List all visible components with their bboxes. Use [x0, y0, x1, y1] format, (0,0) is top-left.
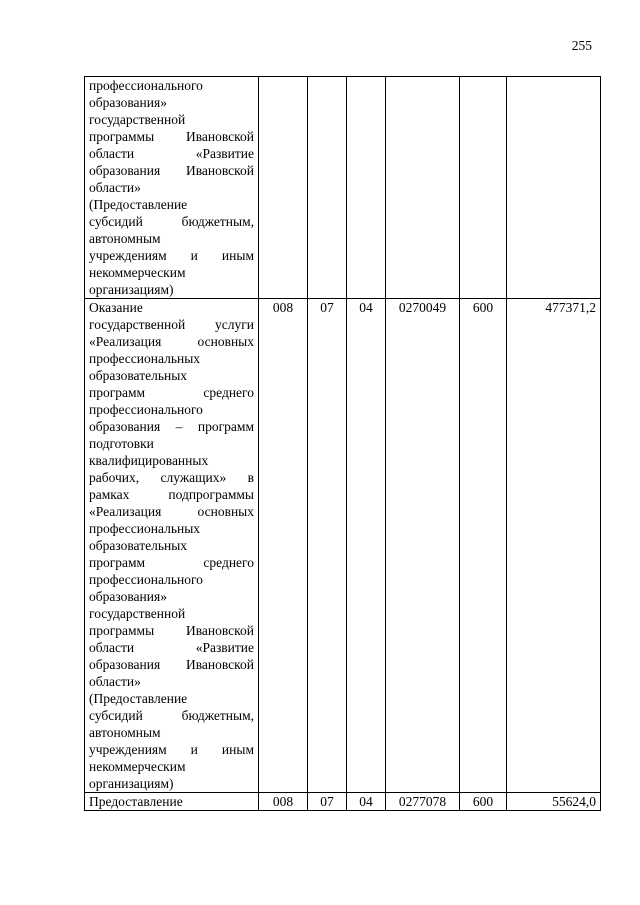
- amount-cell: 477371,2: [507, 299, 601, 793]
- item-name-line: области»: [89, 180, 141, 195]
- item-name-line: некоммерческим: [89, 265, 186, 280]
- item-name-line: профессионального: [89, 402, 203, 417]
- section-code-cell: 07: [308, 793, 347, 811]
- item-name-line: государственной: [89, 606, 186, 621]
- item-name-line: профессионального: [89, 572, 203, 587]
- item-name-cell: [85, 77, 259, 299]
- item-name-line: программы Ивановской: [89, 623, 254, 638]
- item-name-line: рабочих, служащих» в: [89, 470, 254, 485]
- item-name-line: государственной: [89, 112, 186, 127]
- admin-code-cell: 008: [259, 793, 308, 811]
- item-name-line: программы Ивановской: [89, 129, 254, 144]
- item-name-line: области «Развитие: [89, 640, 254, 655]
- item-name-line: субсидий бюджетным,: [89, 214, 254, 229]
- admin-code-cell: [259, 77, 308, 299]
- item-name-line: образования Ивановской: [89, 163, 254, 178]
- item-name-line: организациям): [89, 776, 174, 791]
- item-name-line: «Реализация основных: [89, 334, 254, 349]
- amount-cell: [507, 77, 601, 299]
- item-name-line: автономным: [89, 725, 161, 740]
- expense-type-cell: [460, 77, 507, 299]
- item-name-line: образования – программ: [89, 419, 254, 434]
- expense-type-cell: 600: [460, 299, 507, 793]
- item-name-line: подготовки: [89, 436, 154, 451]
- item-name-line: Оказание: [89, 300, 143, 315]
- section-code-cell: [308, 77, 347, 299]
- budget-table: [84, 76, 601, 811]
- item-name-cell: [85, 793, 259, 811]
- item-name-line: государственной услуги: [89, 317, 254, 332]
- table-row: [85, 793, 601, 811]
- item-name-line: некоммерческим: [89, 759, 186, 774]
- item-name-line: профессиональных: [89, 521, 201, 536]
- item-name-line: автономным: [89, 231, 161, 246]
- item-name-line: организациям): [89, 282, 174, 297]
- item-name-line: квалифицированных: [89, 453, 209, 468]
- page-number: 255: [571, 38, 592, 53]
- subsection-code-cell: 04: [347, 299, 386, 793]
- subsection-code-cell: [347, 77, 386, 299]
- item-name-line: учреждениям и иным: [89, 248, 254, 263]
- item-name-line: образования»: [89, 95, 167, 110]
- item-name-line: (Предоставление: [89, 691, 188, 706]
- item-name-line: образовательных: [89, 538, 188, 553]
- item-name-line: рамках подпрограммы: [89, 487, 254, 502]
- item-name-line: субсидий бюджетным,: [89, 708, 254, 723]
- table-row: [85, 77, 601, 299]
- item-name-line: образовательных: [89, 368, 188, 383]
- table-row: [85, 299, 601, 793]
- subsection-code-cell: 04: [347, 793, 386, 811]
- amount-cell: 55624,0: [507, 793, 601, 811]
- item-name-line: программ среднего: [89, 385, 254, 400]
- target-article-cell: 0270049: [386, 299, 460, 793]
- item-name-line: области»: [89, 674, 141, 689]
- target-article-cell: [386, 77, 460, 299]
- expense-type-cell: 600: [460, 793, 507, 811]
- admin-code-cell: 008: [259, 299, 308, 793]
- item-name-line: программ среднего: [89, 555, 254, 570]
- item-name-line: профессионального: [89, 78, 203, 93]
- item-name-line: области «Развитие: [89, 146, 254, 161]
- item-name-line: учреждениям и иным: [89, 742, 254, 757]
- target-article-cell: 0277078: [386, 793, 460, 811]
- section-code-cell: 07: [308, 299, 347, 793]
- item-name-line: образования»: [89, 589, 167, 604]
- item-name-line: «Реализация основных: [89, 504, 254, 519]
- item-name-line: профессиональных: [89, 351, 201, 366]
- item-name-line: (Предоставление: [89, 197, 188, 212]
- item-name-line: образования Ивановской: [89, 657, 254, 672]
- item-name-cell: [85, 299, 259, 793]
- item-name-line: Предоставление: [89, 794, 183, 809]
